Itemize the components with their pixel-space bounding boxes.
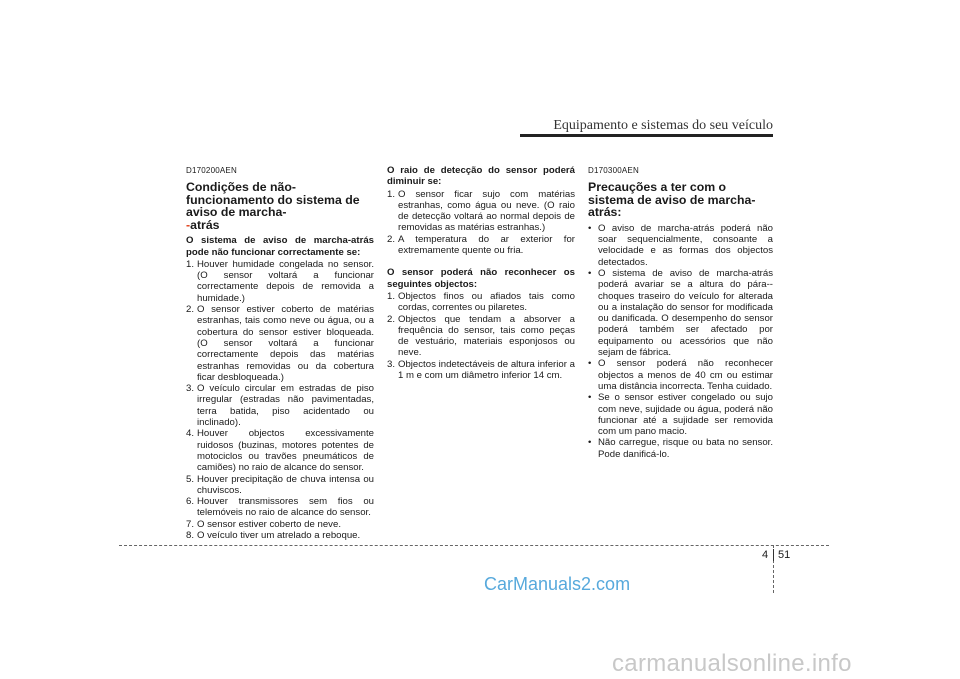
objects-list: [387, 291, 575, 381]
list-item: [186, 304, 374, 383]
bullet-icon: •: [588, 437, 592, 449]
item-number: 3.: [387, 358, 396, 370]
item-text: O sensor poderá não reconhecer objectos a menos de 40 cm ou estimar uma distância incorrecta. Tenha cuidado.: [598, 358, 773, 392]
item-text: O veículo tiver um atrelado a reboque.: [197, 530, 361, 542]
bullet-icon: •: [588, 358, 592, 370]
list-item: [387, 291, 575, 314]
list-item: [186, 259, 374, 304]
item-number: 2.: [186, 304, 195, 316]
bullet-icon: •: [588, 392, 592, 404]
section-intro: O sistema de aviso de marcha-atrás pode não funcionar correctamente se:: [186, 235, 374, 258]
heading-main: Condições de não-funcionamento do sistema de aviso de marcha-: [186, 180, 360, 220]
item-text: Houver humidade congelada no sensor. (O sensor voltará a funcionar correctamente depois de removida a humidade.): [197, 258, 374, 304]
list-item: [387, 359, 575, 382]
item-text: O sensor ficar sujo com matérias estranhas, como água ou neve. (O raio de detecção voltará ao normal depois de removidas as matérias estranhas.): [398, 188, 575, 234]
list-item: [588, 437, 773, 460]
section-code: D170300AEN: [588, 166, 639, 175]
header-rule: [520, 134, 773, 137]
item-number: 5.: [186, 473, 195, 485]
watermark-carmanuals2[interactable]: CarManuals2.com: [484, 574, 631, 594]
section-code: D170200AEN: [186, 166, 237, 175]
column-1: [186, 165, 374, 541]
list-item: [387, 314, 575, 359]
section-heading: Precauções a ter com o sistema de aviso de marcha-atrás:: [588, 180, 756, 220]
item-number: 2.: [387, 233, 396, 245]
watermark-carmanualsonline: carmanualsonline.info: [612, 650, 852, 677]
item-number: 2.: [387, 313, 396, 325]
item-text: Não carregue, risque ou bata no sensor. Pode danificá-lo.: [598, 437, 773, 460]
item-text: O sensor estiver coberto de neve.: [197, 518, 341, 530]
list-item: [387, 189, 575, 234]
item-text: Objectos finos ou afiados tais como cordas, correntes ou pilaretes.: [398, 290, 575, 314]
item-text: Houver precipitação de chuva intensa ou chuviscos.: [197, 473, 374, 496]
bullet-icon: •: [588, 222, 592, 234]
item-text: O sensor estiver coberto de matérias estranhas, tais como neve ou água, ou a cobertura do sensor estiver bloqueada. (O sensor voltará a funcionar correctamente depois das matérias estranhas removidas ou da cobertura ficar desbloqueada.): [197, 304, 374, 383]
range-list: [387, 189, 575, 257]
column-2: [387, 165, 575, 381]
item-text: Houver transmissores sem fios ou telemóveis no raio de alcance do sensor.: [197, 496, 374, 519]
item-text: Objectos indetectáveis de altura inferior a 1 m e com um diâmetro inferior 14 cm.: [398, 358, 575, 382]
item-number: 7.: [186, 518, 195, 530]
list-item: [186, 428, 374, 473]
item-number: 8.: [186, 530, 195, 542]
heading-dash: -: [186, 217, 191, 232]
list-item: [588, 268, 773, 358]
footer-rule: [119, 545, 829, 546]
item-number: 1.: [186, 258, 195, 270]
item-text: Objectos que tendam a absorver a frequência do sensor, tais como peças de vestuário, materiais esponjosos ou neve.: [398, 313, 575, 359]
list-item: [588, 358, 773, 392]
item-number: 1.: [387, 188, 396, 200]
list-item: [186, 496, 374, 519]
list-item: [186, 519, 374, 530]
list-item: [186, 383, 374, 428]
conditions-list: [186, 259, 374, 541]
list-item: [186, 530, 374, 541]
item-text: O sistema de aviso de marcha-atrás poderá avariar se a altura do pára--choques traseiro do veículo for alterada ou a instalação do sensor for modificada ou danificada. O desempenho do sensor poderá também ser afectado por equipamento ou acessórios que não sejam de fábrica.: [598, 267, 773, 359]
list-item: [588, 392, 773, 437]
item-text: Houver objectos excessivamente ruidosos (buzinas, motores potentes de motociclos ou travões pneumáticos de camiões) no raio de alcance do sensor.: [197, 428, 374, 474]
bullet-icon: •: [588, 267, 592, 279]
chapter-number: 4: [762, 549, 769, 561]
list-item: [186, 474, 374, 497]
item-number: 6.: [186, 496, 195, 508]
item-number: 1.: [387, 290, 396, 302]
item-text: A temperatura do ar exterior for extremamente quente ou fria.: [398, 233, 575, 257]
item-text: Se o sensor estiver congelado ou sujo com neve, sujidade ou água, poderá não funcionar até a sujidade ser removida com um pano macio.: [598, 392, 773, 438]
page-number: 51: [778, 549, 791, 561]
column-3: [588, 165, 773, 460]
page-header-title: Equipamento e sistemas do seu veículo: [553, 118, 773, 133]
list-item: [387, 234, 575, 257]
section-heading: [186, 181, 374, 231]
heading-end: atrás: [190, 217, 220, 232]
precautions-list: [588, 223, 773, 460]
item-number: 4.: [186, 428, 195, 440]
page-number-separator: [773, 549, 774, 561]
list-item: [588, 223, 773, 268]
range-subheading: O raio de detecção do sensor poderá diminuir se:: [387, 165, 575, 188]
item-number: 3.: [186, 383, 195, 395]
objects-subheading: O sensor poderá não reconhecer os seguintes objectos:: [387, 267, 575, 290]
item-text: O aviso de marcha-atrás poderá não soar sequencialmente, consoante a velocidade e as formas dos objectos detectados.: [598, 222, 773, 268]
item-text: O veículo circular em estradas de piso irregular (estradas não pavimentadas, terra batida, piso acidentado ou inclinado).: [197, 383, 374, 429]
